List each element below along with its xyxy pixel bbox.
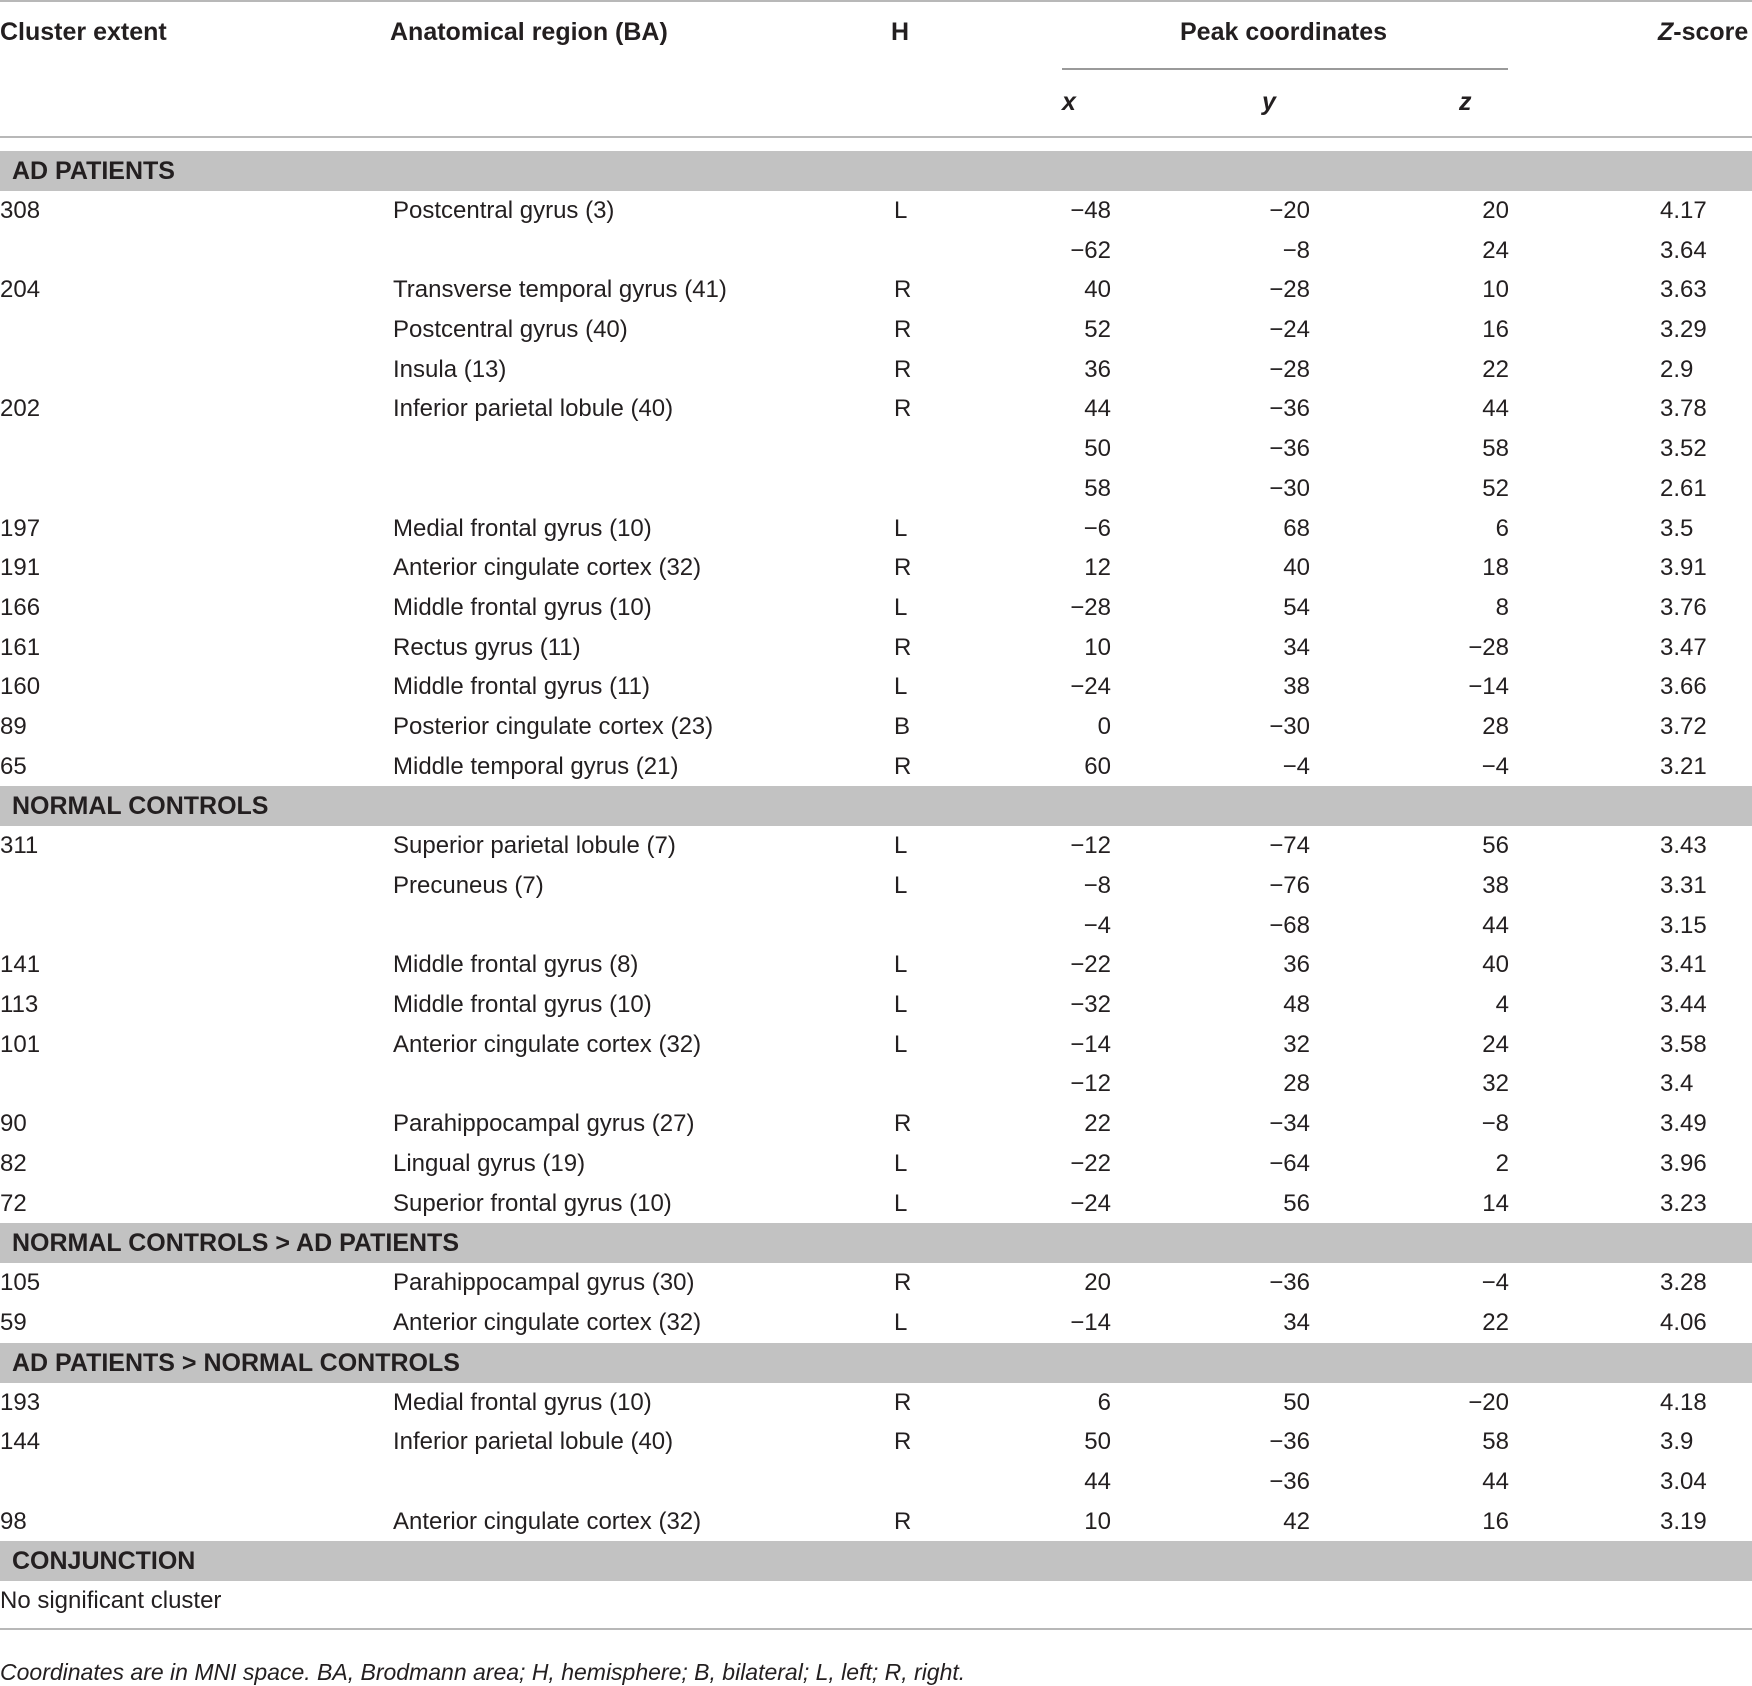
z-cell: 58 [1482,435,1509,463]
cluster-extent-cell: No significant cluster [0,1587,222,1615]
x-cell: −4 [1083,911,1111,939]
hemisphere-cell: R [894,554,912,582]
z-cell: 18 [1482,554,1509,582]
table-row [0,1104,1752,1144]
table-row [0,628,1752,668]
hemisphere-cell: L [894,1308,908,1336]
y-cell: −64 [1269,1149,1310,1177]
hemisphere-cell: L [894,951,908,979]
z-cell: −8 [1481,1110,1509,1138]
region-cell: Inferior parietal lobule (40) [393,1428,674,1456]
z-score-cell: 3.78 [1660,395,1707,423]
region-cell: Inferior parietal lobule (40) [393,395,674,423]
y-cell: −36 [1269,1467,1310,1495]
cluster-extent-cell: 202 [0,395,41,423]
z-score-cell: 2.9 [1660,355,1694,383]
z-score-cell: 3.23 [1660,1189,1707,1217]
y-cell: 68 [1283,514,1310,542]
z-cell: 22 [1482,1308,1509,1336]
hemisphere-cell: R [894,633,912,661]
hemisphere-cell: R [894,1507,912,1535]
table-row [0,985,1752,1025]
cluster-extent-cell: 82 [0,1149,27,1177]
header-hemisphere: H [891,18,910,46]
z-cell: 38 [1482,872,1509,899]
hemisphere-cell: L [894,197,908,224]
cluster-extent-cell: 204 [0,276,41,304]
x-cell: 58 [1084,474,1111,502]
y-cell: −34 [1269,1110,1310,1138]
hemisphere-cell: L [894,872,908,899]
cluster-extent-cell: 72 [0,1189,27,1217]
y-cell: −30 [1269,474,1310,502]
z-cell: 20 [1482,197,1509,224]
hemisphere-cell: L [894,673,908,701]
region-cell: Rectus gyrus (11) [393,633,581,661]
hemisphere-cell: L [894,1030,908,1058]
table-row [0,1581,1752,1621]
hemisphere-cell: R [894,1110,912,1138]
z-cell: 6 [1495,514,1509,542]
header-cluster-extent: Cluster extent [0,18,167,46]
z-score-cell: 3.4 [1660,1070,1694,1098]
z-cell: 24 [1482,236,1509,264]
z-score-cell: 3.96 [1660,1149,1707,1177]
hemisphere-cell: L [894,593,908,621]
region-cell: Anterior cingulate cortex (32) [393,1507,702,1535]
x-cell: 6 [1097,1388,1111,1416]
y-cell: −68 [1269,911,1310,939]
y-cell: −36 [1269,1428,1310,1456]
header-z: z [1459,88,1472,116]
hemisphere-cell: R [894,395,912,423]
region-cell: Postcentral gyrus (40) [393,316,628,344]
table-row [0,509,1752,549]
y-cell: −4 [1282,752,1310,780]
cluster-extent-cell: 308 [0,197,41,224]
cluster-extent-cell: 141 [0,951,41,979]
z-cell: 58 [1482,1428,1509,1456]
x-cell: 10 [1084,1507,1111,1535]
z-score-cell: 3.19 [1660,1507,1707,1535]
cluster-extent-cell: 144 [0,1428,41,1456]
table-row [0,1064,1752,1104]
x-cell: −14 [1070,1308,1111,1336]
header-anatomical-region: Anatomical region (BA) [390,18,668,46]
region-cell: Superior frontal gyrus (10) [393,1189,672,1217]
z-score-cell: 3.15 [1660,911,1707,939]
x-cell: −12 [1070,832,1111,860]
x-cell: 40 [1084,276,1111,304]
hemisphere-cell: L [894,1149,908,1177]
y-cell: 36 [1283,951,1310,979]
table-row [0,270,1752,310]
region-cell: Posterior cingulate cortex (23) [393,712,714,740]
hemisphere-cell: R [894,316,912,344]
y-cell: 56 [1283,1189,1310,1217]
z-cell: −4 [1481,1269,1509,1297]
x-cell: −24 [1070,1189,1111,1217]
cluster-extent-cell: 197 [0,514,41,542]
z-score-cell: 3.28 [1660,1269,1707,1297]
x-cell: −6 [1083,514,1111,542]
z-score-cell: 4.17 [1660,197,1707,224]
hemisphere-cell: R [894,752,912,780]
region-cell: Precuneus (7) [393,872,544,899]
section-header: CONJUNCTION [0,1541,1752,1581]
y-cell: −36 [1269,395,1310,423]
z-cell: 44 [1482,911,1509,939]
top-rule [0,0,1752,2]
x-cell: −22 [1070,951,1111,979]
z-score-cell: 3.49 [1660,1110,1707,1138]
region-cell: Lingual gyrus (19) [393,1149,586,1177]
region-cell: Anterior cingulate cortex (32) [393,554,702,582]
region-cell: Medial frontal gyrus (10) [393,1388,652,1416]
header-score-suffix: -score [1673,18,1749,46]
table-row [0,747,1752,787]
cluster-extent-cell: 193 [0,1388,41,1416]
table-row [0,1263,1752,1303]
y-cell: −8 [1282,236,1310,264]
z-score-cell: 4.06 [1660,1308,1707,1336]
z-cell: −28 [1468,633,1509,661]
x-cell: 0 [1097,712,1111,740]
cluster-extent-cell: 311 [0,832,39,860]
region-cell: Medial frontal gyrus (10) [393,514,652,542]
peak-coordinates-underline [1062,68,1508,70]
z-score-cell: 3.31 [1660,872,1707,899]
x-cell: −12 [1070,1070,1111,1098]
hemisphere-cell: L [894,1189,908,1217]
table-row [0,1184,1752,1224]
y-cell: −74 [1269,832,1310,860]
region-cell: Middle temporal gyrus (21) [393,752,679,780]
region-cell: Parahippocampal gyrus (30) [393,1269,695,1297]
cluster-extent-cell: 105 [0,1269,41,1297]
table-row [0,1422,1752,1462]
z-cell: 16 [1482,316,1509,344]
z-cell: 4 [1495,991,1509,1019]
section-header: AD PATIENTS > NORMAL CONTROLS [0,1343,1752,1383]
cluster-extent-cell: 90 [0,1110,27,1138]
region-cell: Transverse temporal gyrus (41) [393,276,727,304]
y-cell: 38 [1283,673,1310,701]
cluster-extent-cell: 191 [0,554,41,582]
z-cell: 52 [1482,474,1509,502]
z-score-cell: 3.04 [1660,1467,1707,1495]
table-row [0,588,1752,628]
table-row [0,866,1752,906]
region-cell: Anterior cingulate cortex (32) [393,1308,702,1336]
table-row [0,548,1752,588]
region-cell: Middle frontal gyrus (8) [393,951,639,979]
z-score-cell: 3.43 [1660,832,1707,860]
table-body [0,151,1752,1621]
x-cell: −8 [1083,872,1111,899]
z-score-cell: 3.9 [1660,1428,1694,1456]
z-score-cell: 3.58 [1660,1030,1707,1058]
z-score-cell: 3.63 [1660,276,1707,304]
y-cell: 28 [1283,1070,1310,1098]
y-cell: 40 [1283,554,1310,582]
hemisphere-cell: R [894,1388,912,1416]
hemisphere-cell: L [894,991,908,1019]
y-cell: −36 [1269,435,1310,463]
z-cell: 8 [1495,593,1509,621]
x-cell: −22 [1070,1149,1111,1177]
z-cell: 28 [1482,712,1509,740]
x-cell: 12 [1084,554,1111,582]
z-cell: 16 [1482,1507,1509,1535]
z-cell: 22 [1482,355,1509,383]
y-cell: −30 [1269,712,1310,740]
header-peak-coordinates: Peak coordinates [1180,18,1388,46]
cluster-extent-cell: 59 [0,1308,27,1336]
region-cell: Middle frontal gyrus (10) [393,991,652,1019]
region-cell: Insula (13) [393,355,507,383]
y-cell: 34 [1283,633,1310,661]
x-cell: 60 [1084,752,1111,780]
z-cell: 24 [1482,1030,1509,1058]
x-cell: −28 [1070,593,1111,621]
region-cell: Anterior cingulate cortex (32) [393,1030,702,1058]
x-cell: 50 [1084,435,1111,463]
header-rule [0,136,1752,138]
y-cell: −76 [1269,872,1310,899]
hemisphere-cell: L [894,832,908,860]
x-cell: −14 [1070,1030,1111,1058]
table-row [0,429,1752,469]
x-cell: 44 [1084,395,1111,423]
hemisphere-cell: L [894,514,908,542]
y-cell: −20 [1269,197,1310,224]
table-row [0,1383,1752,1423]
table-row [0,826,1752,866]
y-cell: 32 [1283,1030,1310,1058]
z-score-cell: 3.47 [1660,633,1707,661]
x-cell: −48 [1070,197,1111,224]
x-cell: 20 [1084,1269,1111,1297]
x-cell: −62 [1070,236,1111,264]
y-cell: 48 [1283,991,1310,1019]
table-row [0,945,1752,985]
header-z-score [1658,17,1748,47]
table-row [0,1144,1752,1184]
z-score-cell: 3.76 [1660,593,1707,621]
x-cell: 52 [1084,316,1111,344]
y-cell: 34 [1283,1308,1310,1336]
z-score-cell: 3.64 [1660,236,1707,264]
x-cell: 36 [1084,355,1111,383]
table-row [0,310,1752,350]
z-cell: 56 [1482,832,1509,860]
header-x: x [1062,88,1076,116]
x-cell: −32 [1070,991,1111,1019]
cluster-extent-cell: 89 [0,712,27,740]
header-z-letter: Z [1658,18,1674,46]
table-row [0,231,1752,271]
bottom-rule [0,1628,1752,1630]
z-cell: 14 [1482,1189,1509,1217]
z-score-cell: 3.41 [1660,951,1707,979]
y-cell: 50 [1283,1388,1310,1416]
region-cell: Parahippocampal gyrus (27) [393,1110,695,1138]
region-cell: Superior parietal lobule (7) [393,832,676,860]
section-header: NORMAL CONTROLS > AD PATIENTS [0,1223,1752,1263]
z-cell: 32 [1482,1070,1509,1098]
y-cell: −28 [1269,276,1310,304]
table-row [0,1025,1752,1065]
y-cell: −36 [1269,1269,1310,1297]
section-header: NORMAL CONTROLS [0,786,1752,826]
hemisphere-cell: R [894,1428,912,1456]
x-cell: 44 [1084,1467,1111,1495]
x-cell: 10 [1084,633,1111,661]
region-cell: Middle frontal gyrus (11) [393,673,650,701]
hemisphere-cell: R [894,355,912,383]
x-cell: 50 [1084,1428,1111,1456]
table-row [0,1462,1752,1502]
table-row [0,1502,1752,1542]
z-score-cell: 3.5 [1660,514,1694,542]
z-cell: 40 [1482,951,1509,979]
z-cell: 10 [1482,276,1509,304]
y-cell: −24 [1269,316,1310,344]
table-row [0,707,1752,747]
cluster-extent-cell: 160 [0,673,41,701]
z-cell: −4 [1481,752,1509,780]
z-score-cell: 3.29 [1660,316,1707,344]
z-score-cell: 3.44 [1660,991,1707,1019]
z-score-cell: 2.61 [1660,474,1707,502]
z-cell: 44 [1482,395,1509,423]
table-row [0,191,1752,231]
z-cell: 44 [1482,1467,1509,1495]
region-cell: Middle frontal gyrus (10) [393,593,652,621]
z-cell: −20 [1468,1388,1509,1416]
x-cell: 22 [1084,1110,1111,1138]
y-cell: −28 [1269,355,1310,383]
table-row [0,667,1752,707]
hemisphere-cell: R [894,1269,912,1297]
z-cell: 2 [1495,1149,1509,1177]
cluster-extent-cell: 65 [0,752,27,780]
z-score-cell: 3.72 [1660,712,1707,740]
cluster-extent-cell: 98 [0,1507,27,1535]
z-score-cell: 3.52 [1660,435,1707,463]
header-y: y [1262,88,1276,116]
table-row [0,389,1752,429]
y-cell: 42 [1283,1507,1310,1535]
cluster-extent-cell: 101 [0,1030,41,1058]
z-score-cell: 3.91 [1660,554,1707,582]
x-cell: −24 [1070,673,1111,701]
cluster-extent-cell: 161 [0,633,41,661]
table-footnote: Coordinates are in MNI space. BA, Brodmann area; H, hemisphere; B, bilateral; L, left; R, right. [0,1659,966,1685]
hemisphere-cell: R [894,276,912,304]
cluster-extent-cell: 113 [0,991,39,1019]
hemisphere-cell: B [894,712,911,740]
z-score-cell: 3.66 [1660,673,1707,701]
region-cell: Postcentral gyrus (3) [393,197,615,224]
z-score-cell: 4.18 [1660,1388,1707,1416]
cluster-extent-cell: 166 [0,593,41,621]
z-score-cell: 3.21 [1660,752,1707,780]
z-cell: −14 [1468,673,1509,701]
section-header: AD PATIENTS [0,151,1752,191]
y-cell: 54 [1283,593,1310,621]
table-row [0,1303,1752,1343]
table-row [0,906,1752,946]
table-row [0,469,1752,509]
table-row [0,350,1752,390]
